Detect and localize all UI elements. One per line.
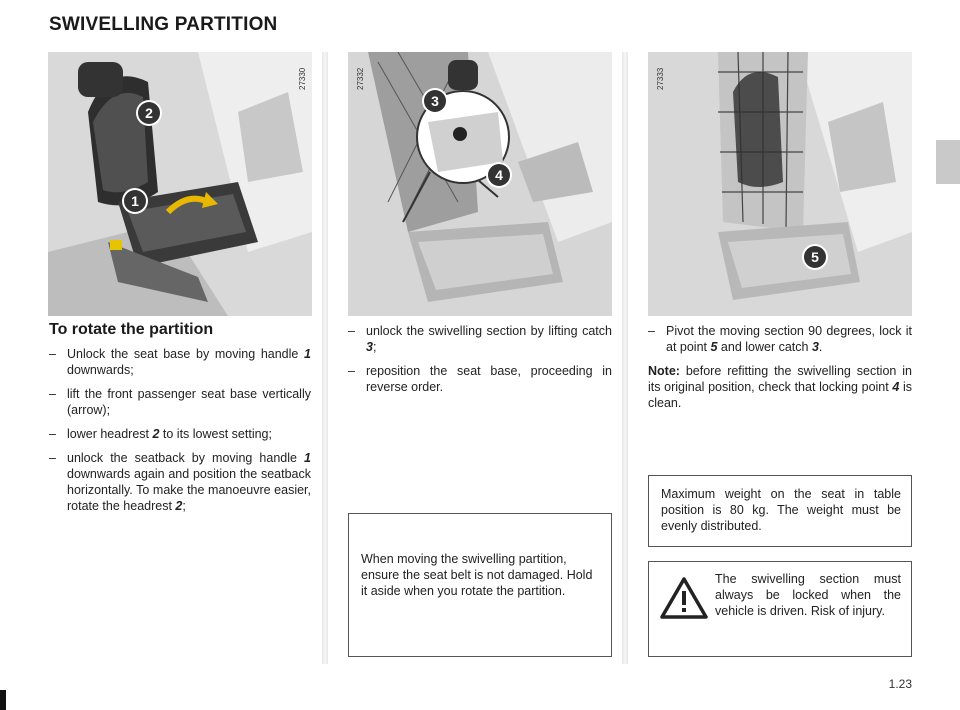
callout-5: 5 xyxy=(804,246,826,268)
instruction-step: – unlock the swivelling section by lifting catch 3; xyxy=(348,324,612,354)
warning-triangle-icon xyxy=(659,576,709,620)
column-divider xyxy=(322,52,328,664)
rotate-partition-section xyxy=(49,322,311,522)
warning-box xyxy=(648,561,912,657)
callout-2: 2 xyxy=(138,102,160,124)
pivot-section xyxy=(648,323,912,411)
callout-3: 3 xyxy=(424,90,446,112)
corner-mark xyxy=(0,690,6,710)
section-tab-marker xyxy=(936,140,960,184)
seat-photo-2 xyxy=(348,52,612,316)
instruction-step: – lift the front passenger seat base vertically (arrow); xyxy=(49,387,311,417)
callout-4: 4 xyxy=(488,164,510,186)
instruction-step: – unlock the seatback by moving handle 1 downwards again and position the seatback horizontally. To make the manoeuvre easier, rotate the headrest 2; xyxy=(49,451,311,513)
instruction-step: – reposition the seat base, proceeding in reverse order. xyxy=(348,364,612,394)
instruction-step: – Unlock the seat base by moving handle 1 downwards; xyxy=(49,347,311,377)
callout-1: 1 xyxy=(124,190,146,212)
swivel-steps-section xyxy=(348,323,612,403)
notice-text: When moving the swivelling partition, ensure the seat belt is not damaged. Hold it aside when you rotate the partition. xyxy=(361,552,593,598)
seat-illustration xyxy=(648,52,912,316)
warning-text: The swivelling section must always be locked when the vehicle is driven. Risk of injury. xyxy=(715,572,901,618)
photo-code: 27332 xyxy=(356,67,365,90)
max-weight-box xyxy=(648,475,912,547)
seat-illustration xyxy=(348,52,612,316)
page-number: 1.23 xyxy=(888,677,912,691)
weight-text: Maximum weight on the seat in table position is 80 kg. The weight must be evenly distributed. xyxy=(661,487,901,533)
seat-belt-notice-box xyxy=(348,513,612,657)
column-divider xyxy=(622,52,628,664)
seat-photo-1 xyxy=(48,52,312,316)
photo-code: 27330 xyxy=(298,67,307,90)
note-label: Note: xyxy=(648,364,680,378)
instruction-step: – lower headrest 2 to its lowest setting; xyxy=(49,427,272,441)
section-heading: To rotate the partition xyxy=(49,321,214,338)
photo-code: 27333 xyxy=(656,67,665,90)
page-title: SWIVELLING PARTITION xyxy=(49,14,278,35)
seat-illustration xyxy=(48,52,312,316)
instruction-step: – Pivot the moving section 90 degrees, lock it at point 5 and lower catch 3. xyxy=(648,324,912,354)
note-paragraph: Note: before refitting the swivelling section in its original position, check that locking point 4 is clean. xyxy=(648,364,912,410)
seat-photo-3 xyxy=(648,52,912,316)
